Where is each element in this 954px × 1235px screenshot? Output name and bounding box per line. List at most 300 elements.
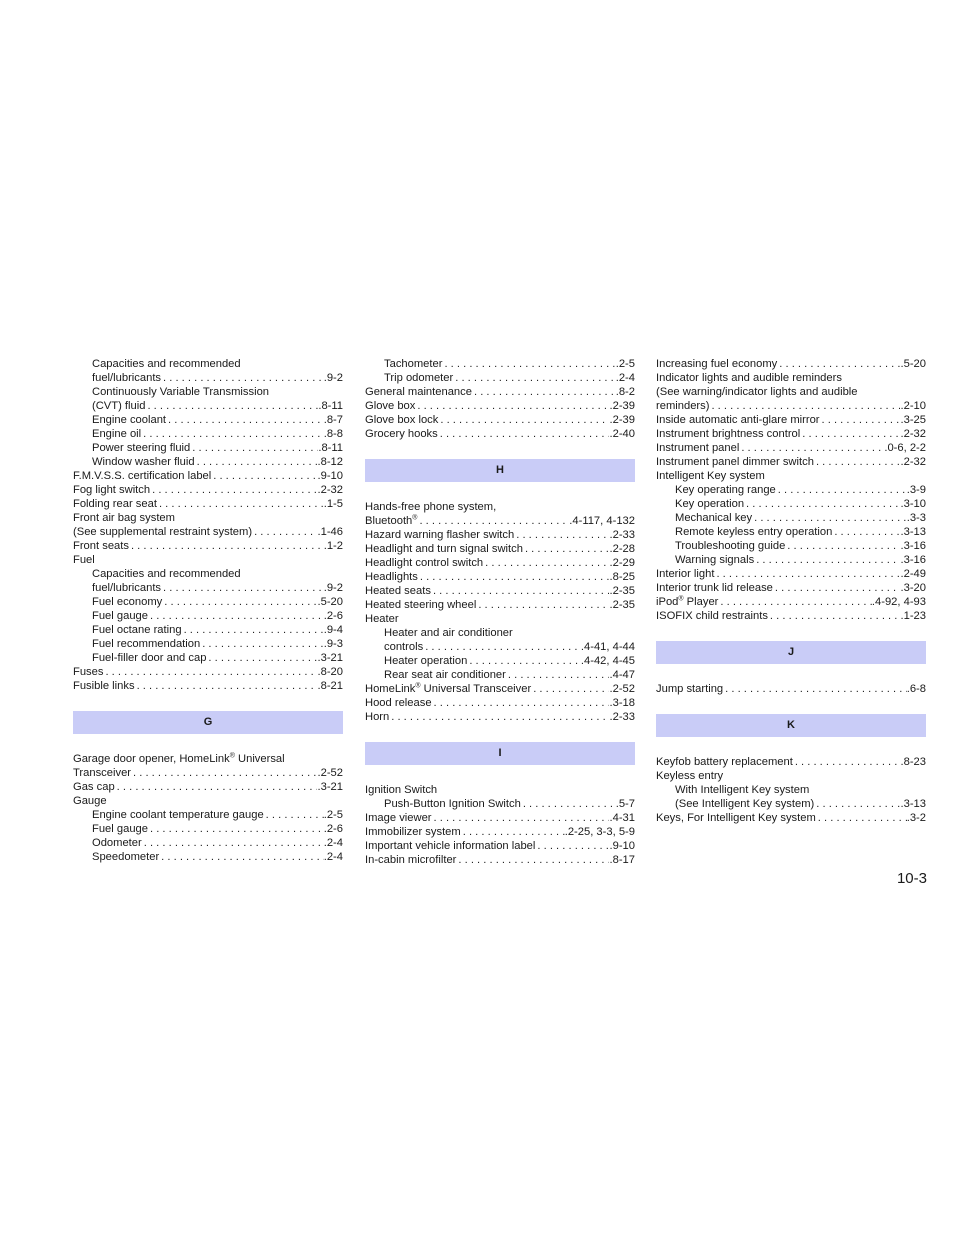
page-ref: . 2-32 — [317, 483, 343, 497]
index-heading — [73, 357, 343, 371]
term-text: (See supplemental restraint system) — [73, 526, 253, 538]
term-text: Interior light — [656, 568, 715, 580]
term-text: reminders) — [656, 400, 710, 412]
term-text: Push-Button Ignition Switch — [384, 798, 521, 810]
page-ref: . 2-4 — [616, 371, 635, 385]
dot-leader — [816, 811, 907, 825]
index-entry — [73, 623, 343, 637]
index-entry — [656, 399, 926, 413]
index-heading — [73, 567, 343, 581]
entry-term — [365, 427, 438, 441]
entry-term — [73, 469, 211, 483]
entry-term — [656, 770, 723, 782]
dot-leader — [438, 427, 610, 441]
index-entry — [365, 696, 635, 710]
entry-term — [92, 371, 161, 385]
entry-term — [92, 386, 269, 398]
dot-leader — [814, 797, 900, 811]
entry-term — [92, 455, 195, 469]
page-ref: . 3-10 — [900, 497, 926, 511]
page-ref: . 8-25 — [609, 570, 635, 584]
term-text-cont: Player — [683, 596, 719, 608]
entry-term — [384, 640, 423, 654]
page-ref: . 2-10 — [900, 399, 926, 413]
page-ref: . 2-32 — [900, 455, 926, 469]
entry-term — [656, 811, 816, 825]
dot-leader — [252, 525, 317, 539]
index-entry — [73, 469, 343, 483]
term-text: Power steering fluid — [92, 442, 191, 454]
entry-term — [365, 784, 437, 796]
term-text: Odometer — [92, 837, 142, 849]
dot-leader — [531, 682, 609, 696]
entry-term — [73, 780, 115, 794]
term-text: Troubleshooting guide — [675, 540, 786, 552]
registered-mark: ® — [415, 682, 421, 690]
dot-leader — [150, 483, 317, 497]
dot-leader — [506, 668, 610, 682]
term-text: Headlight and turn signal switch — [365, 543, 523, 555]
entry-term — [92, 358, 241, 370]
page-ref: . 3-18 — [609, 696, 635, 710]
page-ref: . 2-52 — [317, 766, 343, 780]
section-header: I — [365, 742, 635, 765]
term-text: Key operation — [675, 498, 745, 510]
index-entry — [73, 427, 343, 441]
term-text: Transceiver — [73, 767, 132, 779]
entry-term — [73, 539, 129, 553]
page-ref: . 3-13 — [900, 797, 926, 811]
term-text: Folding rear seat — [73, 498, 157, 510]
dot-leader — [438, 413, 609, 427]
term-text: Grocery hooks — [365, 428, 438, 440]
term-text: Keys, For Intelligent Key system — [656, 812, 816, 824]
index-entry — [365, 556, 635, 570]
entry-term — [365, 399, 415, 413]
term-text-cont: Universal — [234, 753, 285, 765]
term-text: Inside automatic anti-glare mirror — [656, 414, 820, 426]
index-heading — [365, 500, 635, 514]
section-header: H — [365, 459, 635, 482]
dot-leader — [417, 514, 569, 528]
page-ref: . 4-42, 4-45 — [581, 654, 635, 668]
term-text: Bluetooth — [365, 515, 413, 527]
index-entry — [73, 581, 343, 595]
index-entry — [73, 850, 343, 864]
entry-term — [73, 525, 252, 539]
dot-leader — [415, 399, 609, 413]
dot-leader — [793, 755, 901, 769]
entry-term — [365, 853, 456, 867]
index-entry — [73, 609, 343, 623]
term-text: Heater and air conditioner — [384, 627, 513, 639]
term-text: Glove box — [365, 400, 416, 412]
page-ref: . 3-9 — [907, 483, 926, 497]
index-entry — [73, 441, 343, 455]
term-text: Engine coolant — [92, 414, 167, 426]
index-heading — [73, 553, 343, 567]
term-text: Key operating range — [675, 484, 776, 496]
page-ref: . 2-29 — [609, 556, 635, 570]
entry-term — [92, 822, 148, 836]
index-entry — [656, 595, 926, 609]
dot-leader — [129, 539, 324, 553]
page-ref: . 2-6 — [324, 822, 343, 836]
dot-leader — [461, 825, 565, 839]
index-entry — [365, 682, 635, 696]
entry-term — [365, 514, 417, 528]
entry-term — [675, 483, 776, 497]
entry-term — [384, 797, 521, 811]
page-ref: . 2-35 — [609, 584, 635, 598]
dot-leader — [723, 682, 907, 696]
page-ref: . 8-17 — [609, 853, 635, 867]
dot-leader — [161, 371, 324, 385]
term-text: Instrument panel — [656, 442, 740, 454]
page-ref: . 9-2 — [324, 371, 343, 385]
dot-leader — [709, 399, 900, 413]
index-entry — [73, 637, 343, 651]
page-ref: . 6-8 — [907, 682, 926, 696]
entry-term — [365, 584, 431, 598]
dot-leader — [141, 427, 324, 441]
index-entry — [656, 483, 926, 497]
index-entry — [365, 528, 635, 542]
term-text: Rear seat air conditioner — [384, 669, 506, 681]
page-ref: . 1-46 — [317, 525, 343, 539]
entry-term — [365, 598, 476, 612]
dot-leader — [535, 839, 609, 853]
entry-term — [656, 386, 858, 398]
term-text: Keyfob battery replacement — [656, 756, 793, 768]
index-entry — [73, 822, 343, 836]
entry-term — [365, 413, 438, 427]
term-text: Heater operation — [384, 655, 468, 667]
index-entry — [365, 413, 635, 427]
term-text: Instrument panel dimmer switch — [656, 456, 814, 468]
dot-leader — [768, 609, 901, 623]
entry-term — [384, 654, 467, 668]
page-ref: . 9-2 — [324, 581, 343, 595]
dot-leader — [523, 542, 610, 556]
page-ref: . 2-40 — [609, 427, 635, 441]
entry-term — [92, 850, 159, 864]
term-text: Horn — [365, 711, 390, 723]
entry-term — [92, 651, 206, 665]
index-entry — [73, 525, 343, 539]
entry-term — [675, 553, 754, 567]
entry-term — [384, 627, 513, 639]
index-heading — [73, 794, 343, 808]
term-text: Ignition Switch — [365, 784, 438, 796]
entry-term — [73, 753, 285, 765]
index-heading — [73, 385, 343, 399]
term-text: Heated steering wheel — [365, 599, 477, 611]
index-entry — [73, 539, 343, 553]
index-entry — [656, 609, 926, 623]
dot-leader — [453, 371, 615, 385]
page-ref: . 3-20 — [900, 581, 926, 595]
term-text: Fuel recommendation — [92, 638, 201, 650]
page-ref: . 8-11 — [318, 399, 343, 413]
index-entry — [656, 567, 926, 581]
dot-leader — [142, 836, 324, 850]
term-text: (CVT) fluid — [92, 400, 146, 412]
entry-term — [365, 542, 523, 556]
page-ref: . 2-39 — [609, 413, 635, 427]
term-text: Front air bag system — [73, 512, 175, 524]
index-entry — [656, 427, 926, 441]
entry-term — [675, 525, 832, 539]
index-entry — [73, 413, 343, 427]
term-text: Immobilizer system — [365, 826, 461, 838]
page-ref: . 3-2 — [907, 811, 926, 825]
page-ref: . 3-16 — [900, 553, 926, 567]
entry-term — [73, 483, 150, 497]
entry-term — [92, 581, 161, 595]
entry-term — [92, 595, 162, 609]
page-ref: . 4-41, 4-44 — [581, 640, 635, 654]
entry-term — [675, 497, 744, 511]
dot-leader — [773, 581, 901, 595]
index-entry — [365, 797, 635, 811]
registered-mark: ® — [229, 752, 235, 760]
dot-leader — [145, 399, 318, 413]
entry-term — [365, 825, 461, 839]
page-ref: . 9-10 — [609, 839, 635, 853]
index-entry — [656, 581, 926, 595]
page-ref: . 5-20 — [317, 595, 343, 609]
index-entry — [73, 780, 343, 794]
page-ref: . 8-11 — [318, 441, 343, 455]
dot-leader — [776, 483, 907, 497]
entry-term — [365, 682, 531, 696]
term-text: (See warning/indicator lights and audible — [656, 386, 858, 398]
page-ref: . 2-49 — [900, 567, 926, 581]
dot-leader — [476, 598, 609, 612]
dot-leader — [744, 497, 900, 511]
registered-mark: ® — [412, 514, 418, 522]
index-heading — [365, 783, 635, 797]
dot-leader — [423, 640, 581, 654]
page-ref: . 0-6, 2-2 — [884, 441, 926, 455]
dot-leader — [820, 413, 901, 427]
index-heading — [656, 385, 926, 399]
index-entry — [365, 542, 635, 556]
term-text: Hands-free phone system, — [365, 501, 497, 513]
section-header: K — [656, 714, 926, 737]
page-ref: . 2-32 — [900, 427, 926, 441]
index-entry — [73, 808, 343, 822]
term-text: Hazard warning flasher switch — [365, 529, 515, 541]
index-entry — [73, 371, 343, 385]
entry-term — [73, 554, 95, 566]
page-ref: . 2-4 — [324, 836, 343, 850]
index-entry — [365, 399, 635, 413]
page-ref: . 2-33 — [609, 528, 635, 542]
entry-term — [365, 696, 432, 710]
index-entry — [656, 811, 926, 825]
dot-leader — [800, 427, 900, 441]
entry-term — [656, 567, 714, 581]
index-entry — [365, 811, 635, 825]
term-text: Gas cap — [73, 781, 115, 793]
index-entry — [365, 825, 635, 839]
dot-leader — [211, 469, 317, 483]
dot-leader — [832, 525, 900, 539]
term-text: controls — [384, 641, 424, 653]
index-entry — [365, 514, 635, 528]
term-text: Image viewer — [365, 812, 432, 824]
entry-term — [656, 609, 768, 623]
index-entry — [365, 853, 635, 867]
term-text: Heater — [365, 613, 399, 625]
index-heading — [656, 371, 926, 385]
term-text: Fog light switch — [73, 484, 151, 496]
index-entry — [73, 679, 343, 693]
dot-leader — [418, 570, 610, 584]
term-text: Increasing fuel economy — [656, 358, 778, 370]
dot-leader — [432, 811, 610, 825]
index-heading — [365, 626, 635, 640]
index-entry — [365, 668, 635, 682]
entry-term — [675, 797, 814, 811]
entry-term — [365, 385, 472, 399]
dot-leader — [161, 581, 324, 595]
index-entry — [656, 682, 926, 696]
entry-term — [92, 427, 141, 441]
page-ref: . 3-13 — [900, 525, 926, 539]
term-text: Trip odometer — [384, 372, 454, 384]
entry-term — [656, 399, 709, 413]
term-text: Indicator lights and audible reminders — [656, 372, 842, 384]
entry-term — [92, 836, 142, 850]
page-ref: . 4-47 — [609, 668, 635, 682]
dot-leader — [442, 357, 615, 371]
entry-term — [92, 623, 182, 637]
index-entry — [365, 839, 635, 853]
index-entry — [365, 385, 635, 399]
entry-term — [384, 668, 506, 682]
page-ref: . 8-20 — [317, 665, 343, 679]
term-text: Capacities and recommended — [92, 358, 241, 370]
entry-term — [384, 357, 442, 371]
entry-term — [92, 637, 200, 651]
entry-term — [365, 839, 535, 853]
index-entry — [365, 357, 635, 371]
page-ref: . 5-20 — [900, 357, 926, 371]
term-text: Continuously Variable Transmission — [92, 386, 270, 398]
entry-term — [656, 427, 800, 441]
page-number: 10-3 — [896, 870, 927, 887]
term-text: Warning signals — [675, 554, 755, 566]
page-ref: . 2-39 — [609, 399, 635, 413]
index-entry — [656, 755, 926, 769]
term-text: In-cabin microfilter — [365, 854, 457, 866]
index-entry — [73, 483, 343, 497]
page-ref: . 1-2 — [324, 539, 343, 553]
dot-leader — [389, 710, 609, 724]
dot-leader — [514, 528, 609, 542]
index-entry — [656, 539, 926, 553]
term-text: F.M.V.S.S. certification label — [73, 470, 212, 482]
index-entry — [656, 413, 926, 427]
dot-leader — [148, 609, 324, 623]
page-ref: . 9-10 — [317, 469, 343, 483]
entry-term — [365, 710, 389, 724]
page-ref: . 8-7 — [324, 413, 343, 427]
dot-leader — [103, 665, 317, 679]
term-text: Fuel octane rating — [92, 624, 182, 636]
term-text: Speedometer — [92, 851, 160, 863]
dot-leader — [200, 637, 324, 651]
term-text: General maintenance — [365, 386, 472, 398]
page-ref: . 2-5 — [616, 357, 635, 371]
dot-leader — [785, 539, 900, 553]
entry-term — [365, 811, 432, 825]
term-text: Capacities and recommended — [92, 568, 241, 580]
entry-term — [92, 808, 264, 822]
index-entry — [365, 371, 635, 385]
page-ref: . 2-35 — [609, 598, 635, 612]
entry-term — [92, 399, 145, 413]
index-entry — [656, 553, 926, 567]
entry-term — [675, 511, 752, 525]
page-ref: . 8-8 — [324, 427, 343, 441]
term-text: HomeLink — [365, 683, 416, 695]
index-entry — [73, 595, 343, 609]
dot-leader — [166, 413, 324, 427]
term-text: Garage door opener, HomeLink — [73, 753, 230, 765]
index-entry — [73, 399, 343, 413]
dot-leader — [714, 567, 900, 581]
entry-term — [365, 501, 496, 513]
entry-term — [92, 441, 190, 455]
index-entry — [656, 497, 926, 511]
entry-term — [92, 568, 241, 580]
term-text: Instrument brightness control — [656, 428, 801, 440]
page-ref: . 8-2 — [616, 385, 635, 399]
entry-term — [365, 556, 483, 570]
term-text: Interior trunk lid release — [656, 582, 773, 594]
index-column-1 — [73, 357, 343, 864]
entry-term — [656, 682, 723, 696]
dot-leader — [777, 357, 900, 371]
entry-term — [656, 441, 739, 455]
entry-term — [656, 581, 773, 595]
dot-leader — [195, 455, 318, 469]
page-ref: . 2-6 — [324, 609, 343, 623]
index-column-3 — [656, 357, 926, 825]
entry-term — [73, 679, 135, 693]
term-text: Window washer fluid — [92, 456, 195, 468]
dot-leader — [115, 780, 318, 794]
index-heading — [73, 511, 343, 525]
index-entry — [656, 797, 926, 811]
entry-term — [92, 609, 148, 623]
index-entry — [365, 640, 635, 654]
index-entry — [656, 455, 926, 469]
entry-term — [73, 766, 131, 780]
page-ref: . 3-16 — [900, 539, 926, 553]
term-text: fuel/lubricants — [92, 582, 162, 594]
dot-leader — [159, 850, 324, 864]
dot-leader — [264, 808, 324, 822]
term-text: Engine oil — [92, 428, 142, 440]
page-ref: . 9-4 — [324, 623, 343, 637]
index-entry — [365, 584, 635, 598]
term-text: fuel/lubricants — [92, 372, 162, 384]
